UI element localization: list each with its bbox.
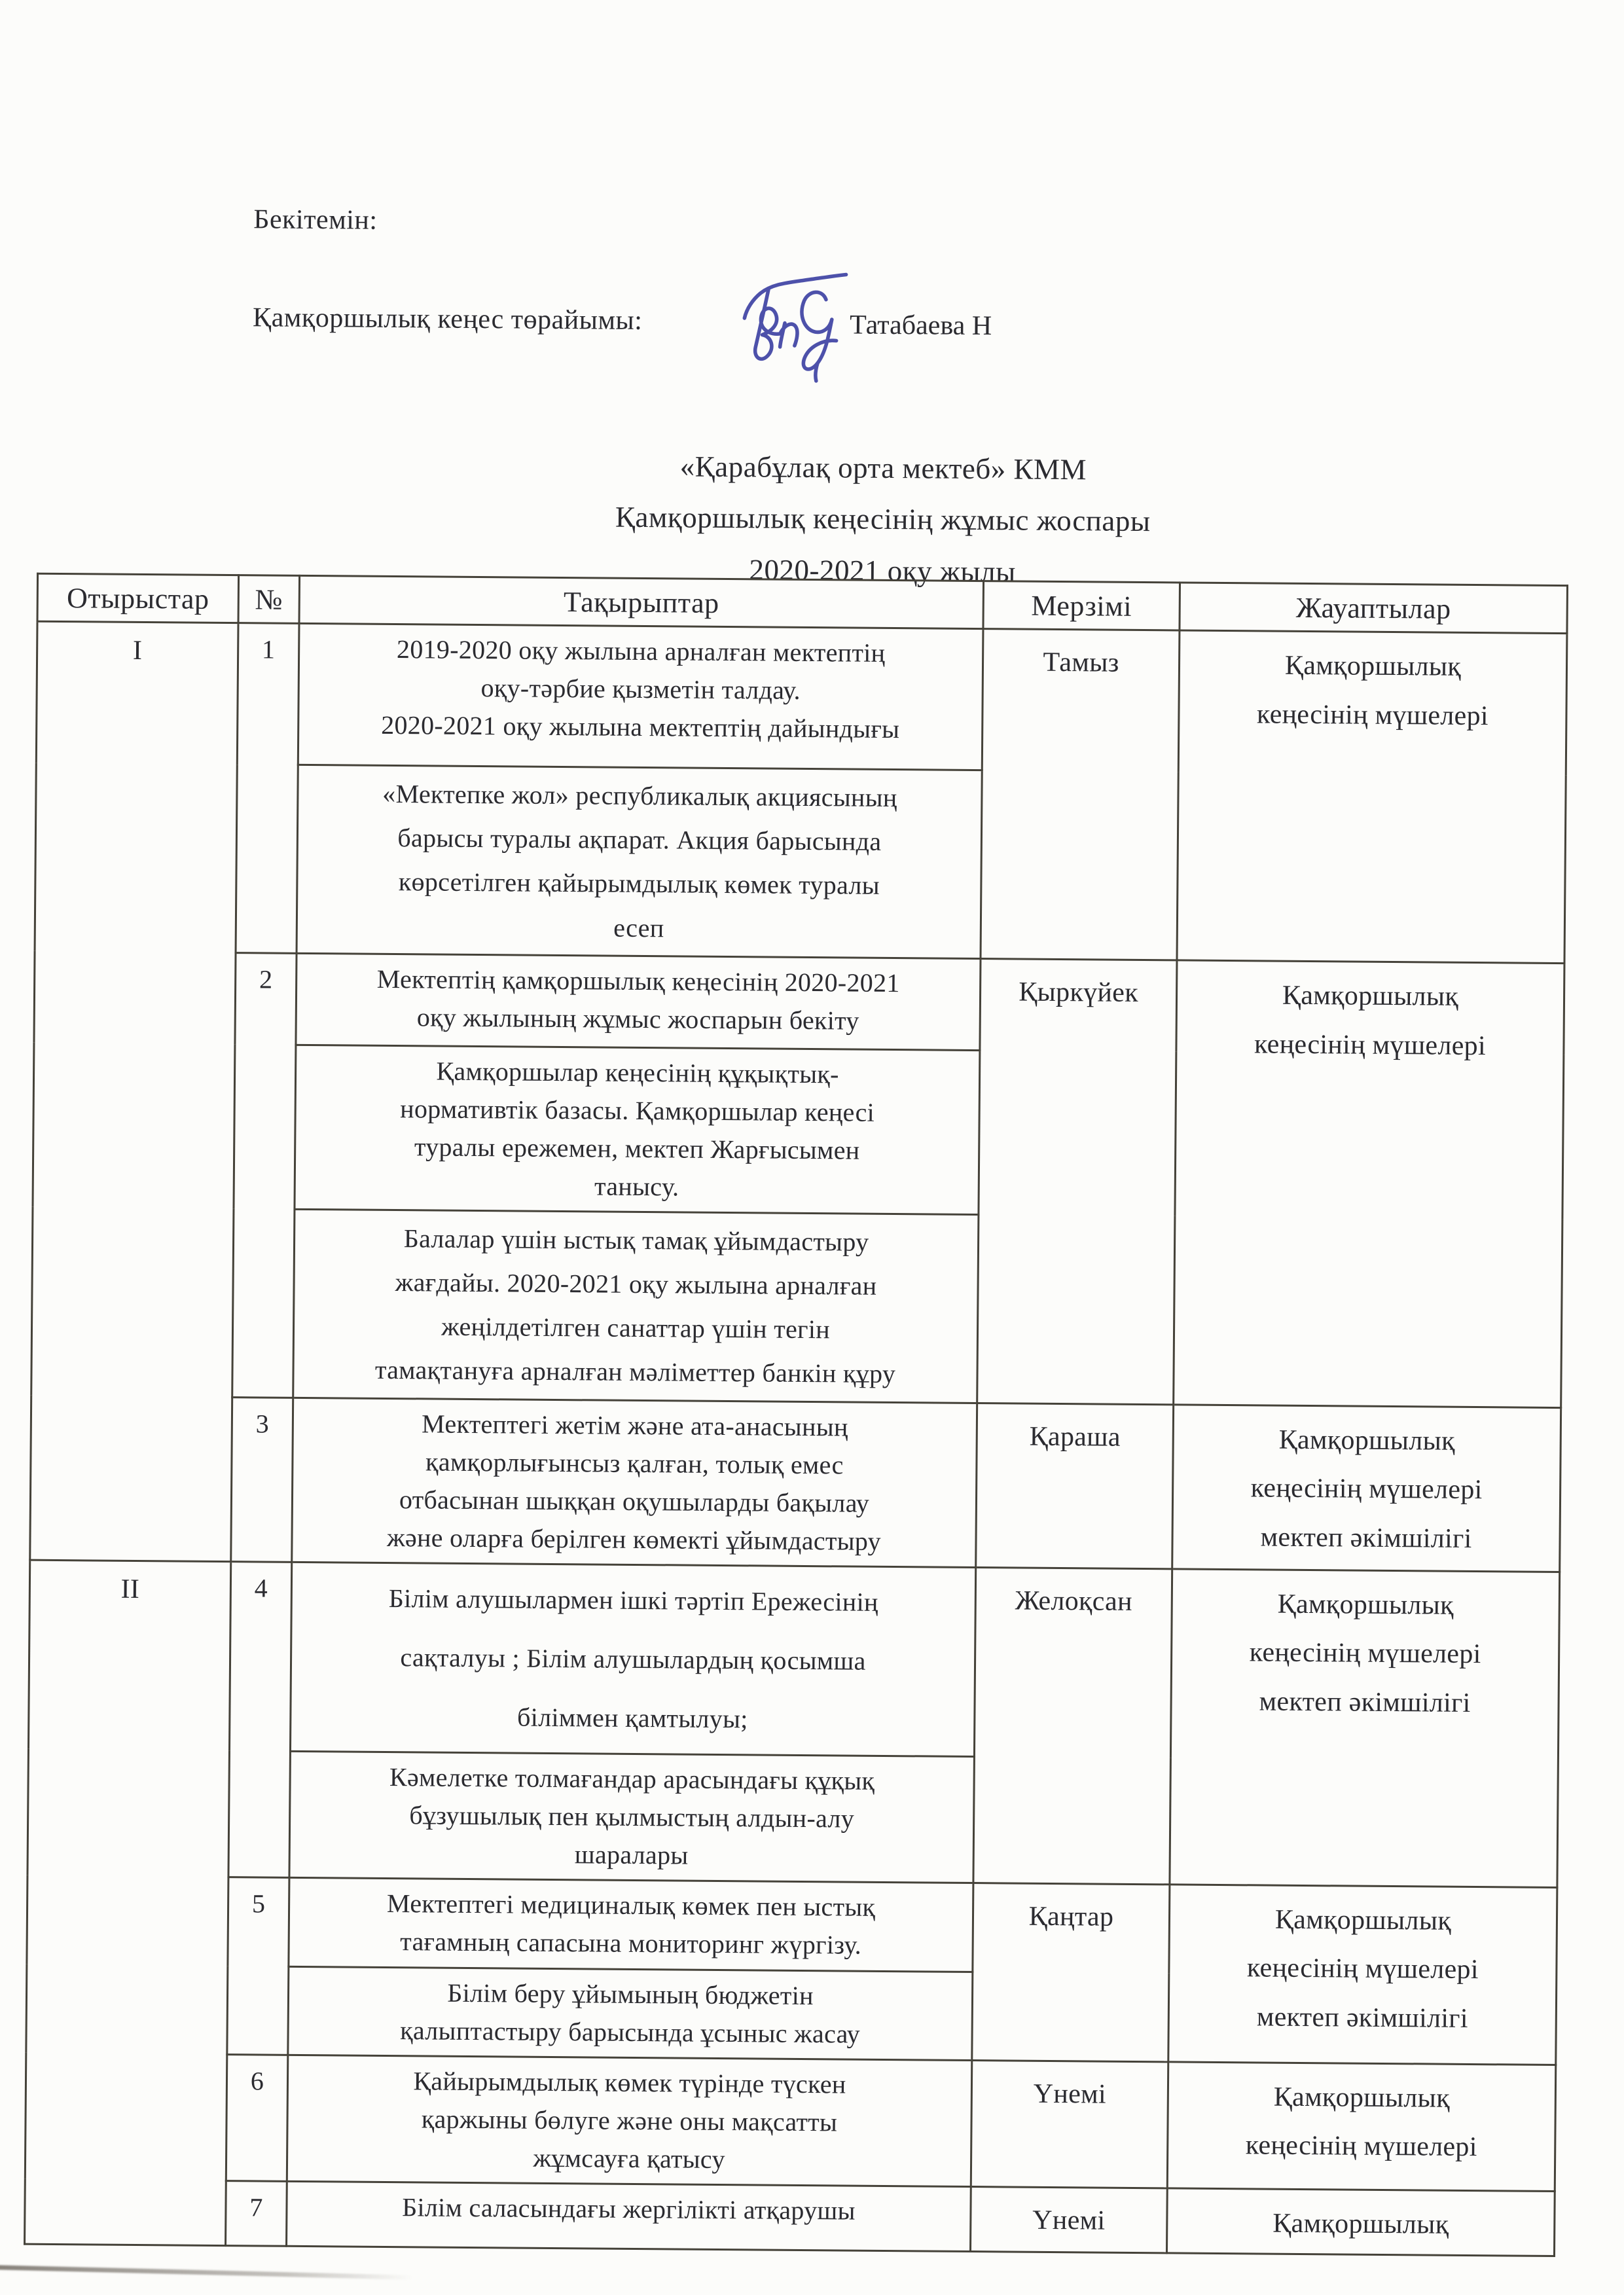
term-cell: Қыркүйек	[977, 958, 1177, 1404]
topic-cell: Мектептің қамқоршылық кеңесінің 2020-2021 оқу жылының жұмыс жоспарын бекіту	[296, 953, 981, 1050]
topic-cell: 2019-2020 оқу жылына арналған мектептің оқу-тәрбие қызметін талдау. 2020-2021 оқу жылына мектептің дайындығы	[298, 623, 983, 770]
topic-cell: Білім беру ұйымының бюджетін қалыптастыру барысында ұсыныс жасау	[288, 1966, 973, 2060]
topic-cell: Білім саласындағы жергілікті атқарушы	[287, 2181, 971, 2252]
table-row	[36, 621, 1567, 774]
topic-cell: Кәмелетке толмағандар арасындағы құқық бұзушылық пен қылмыстың алдын-алу шаралары	[289, 1751, 974, 1883]
responsible-cell: Қамқоршылық кеңесінің мүшелері	[1167, 2061, 1555, 2191]
term-cell: Үнемі	[971, 2060, 1168, 2188]
approve-label: Бекітемін:	[253, 204, 378, 236]
item-number-cell: 7	[226, 2180, 287, 2246]
responsible-cell: Қамқоршылық кеңесінің мүшелері мектеп әкімшілігі	[1168, 1884, 1557, 2065]
session-number-cell: II	[25, 1560, 231, 2246]
item-number-cell: 1	[236, 623, 299, 953]
table-row	[34, 951, 1564, 1055]
table-row	[28, 1560, 1559, 1761]
item-number-cell: 2	[232, 952, 297, 1397]
column-header-number: №	[238, 575, 300, 624]
topic-cell: «Мектепке жол» республикалық акциясының барысы туралы ақпарат. Акция барысында көрсетілген қайырымдылық көмек туралы есеп	[297, 765, 982, 958]
table-row	[25, 2053, 1555, 2191]
item-number-cell: 3	[231, 1397, 293, 1562]
document-year: 2020-2021 оқу жылы	[749, 553, 1017, 588]
session-number-cell: I	[30, 621, 238, 1561]
chair-title-label: Қамқоршылық кеңес төрайымы:	[252, 302, 643, 336]
term-cell: Қараша	[976, 1403, 1174, 1568]
term-cell: Желоқсан	[973, 1567, 1172, 1884]
column-header-term: Мерзімі	[983, 581, 1180, 630]
document-title: «Қарабұлақ орта мектеб» КММ	[679, 450, 1087, 486]
topic-cell: Мектептегі медициналық көмек пен ыстық тағамның сапасына мониторинг жүргізу.	[289, 1877, 973, 1972]
item-number-cell: 4	[228, 1561, 292, 1877]
responsible-cell: Қамқоршылық кеңесінің мүшелері	[1174, 960, 1564, 1407]
table-row	[25, 2179, 1555, 2256]
topic-cell: Балалар үшін ыстық тамақ ұйымдастыру жағдайы. 2020-2021 оқу жылына арналған жеңілдетілген санаттар үшін тегін тамақтануға арналған мәліметтер банкін құру	[293, 1209, 979, 1403]
term-cell: Үнемі	[970, 2186, 1167, 2253]
topic-cell: Мектептегі жетім және ата-анасының қамқорлығынсыз қалған, толық емес отбасынан шыққан оқушыларды бақылау және оларға берілген көмекті ұйымдастыру	[292, 1398, 977, 1567]
table-row	[30, 1396, 1561, 1572]
topic-cell: Қайырымдылық көмек түрінде түскен қаржыны бөлуге және оны мақсатты жұмсауға қатысу	[287, 2055, 971, 2186]
responsible-cell: Қамқоршылық кеңесінің мүшелері мектеп әкімшілігі	[1172, 1404, 1561, 1572]
term-cell: Қаңтар	[972, 1883, 1170, 2061]
chair-name: Татабаева Н	[849, 310, 992, 342]
topic-cell: Қамқоршылар кеңесінің құқықтық- нормативтік базасы. Қамқоршылар кеңесі туралы ережемен, мектеп Жарғысымен танысу.	[295, 1045, 980, 1214]
column-header-sessions: Отырыстар	[37, 573, 239, 623]
table-row	[27, 1875, 1557, 1976]
column-header-topics: Тақырыптар	[299, 575, 984, 628]
document-subtitle: Қамқоршылық кеңесінің жұмыс жоспары	[615, 500, 1151, 538]
signature-icon	[735, 269, 852, 389]
responsible-cell: Қамқоршылық кеңесінің мүшелері	[1177, 630, 1567, 963]
term-cell: Тамыз	[981, 629, 1180, 960]
item-number-cell: 5	[227, 1877, 289, 2055]
responsible-cell: Қамқоршылық	[1166, 2188, 1555, 2256]
responsible-cell: Қамқоршылық кеңесінің мүшелері мектеп әкімшілігі	[1170, 1568, 1560, 1887]
item-number-cell: 6	[226, 2054, 288, 2181]
topic-cell: Білім алушылармен ішкі тәртіп Ережесінің сақталуы ; Білім алушылардың қосымша біліммен қамтылуы;	[290, 1562, 975, 1756]
plan-table	[24, 573, 1568, 2258]
column-header-responsible: Жауаптылар	[1180, 583, 1568, 634]
